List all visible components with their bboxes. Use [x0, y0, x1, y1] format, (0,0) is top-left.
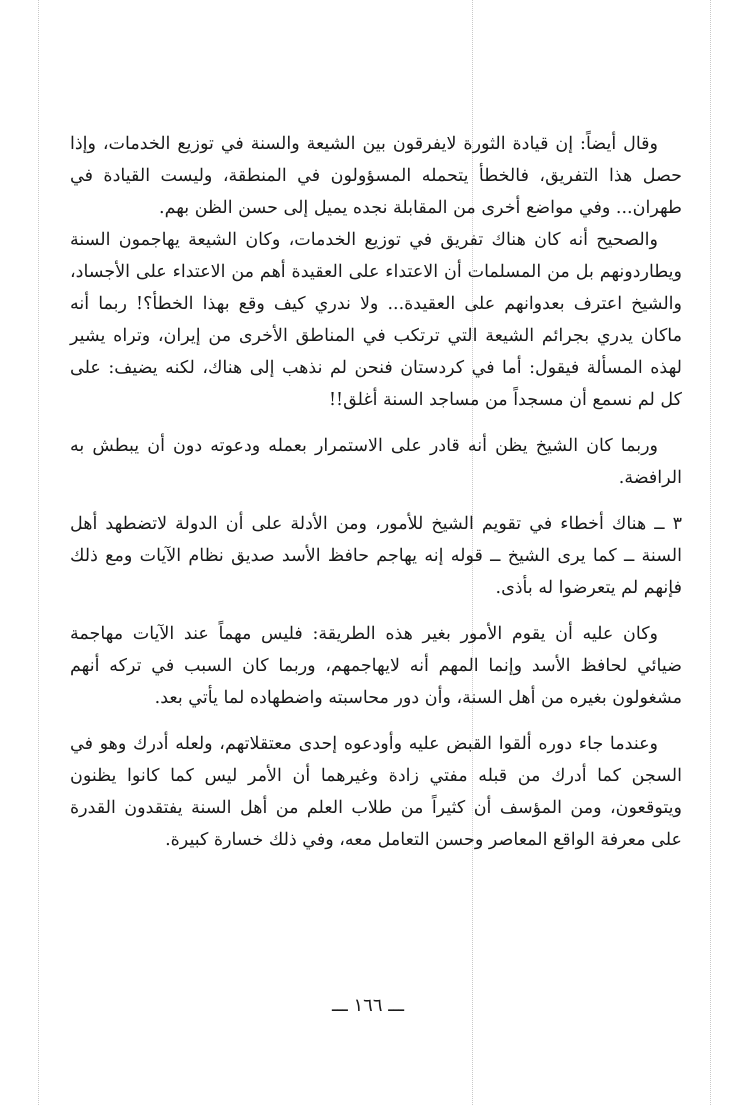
paragraph-3: وربما كان الشيخ يظن أنه قادر على الاستمرار بعمله ودعوته دون أن يبطش به الرافضة.: [70, 436, 682, 488]
paragraph-gap: [70, 416, 682, 430]
paragraph-gap: [70, 714, 682, 728]
paragraph-5: وكان عليه أن يقوم الأمور بغير هذه الطريقة: فليس مهماً عند الآيات مهاجمة ضيائي لحافظ الأسد وإنما المهم أنه لايهاجمهم، وربما كان السبب في تركه أنهم مشغولون بغيره من أهل السنة، وأن دور محاسبته واضطهاده لما يأتي بعد.: [70, 624, 682, 708]
paragraph-2: والصحيح أنه كان هناك تفريق في توزيع الخدمات، وكان الشيعة يهاجمون السنة ويطاردونهم بل من المسلمات أن الاعتداء على العقيدة أهم من الاعتداء على الأجساد، والشيخ اعترف بعدوانهم على العقيدة... ولا ندري كيف وقع بهذا الخطأ؟! ربما أنه ماكان يدري بجرائم الشيعة التي ترتكب في المناطق الأخرى من إيران، وتراه يشير لهذه المسألة فيقول: أما في كردستان فنحن لم نذهب إلى هناك، لكنه يضيف: على كل لم نسمع أن مسجداً من مساجد السنة أغلق!!: [70, 230, 682, 410]
paragraph-4: ٣ ــ هناك أخطاء في تقويم الشيخ للأمور، ومن الأدلة على أن الدولة لاتضطهد أهل السنة ــ كما يرى الشيخ ــ قوله إنه يهاجم حافظ الأسد صديق نظام الآيات ومع ذلك فإنهم لم يتعرضوا له بأذى.: [70, 514, 682, 598]
margin-guide-left: [38, 0, 39, 1105]
paragraph-gap: [70, 604, 682, 618]
paragraph-gap: [70, 494, 682, 508]
paragraph-1: وقال أيضاً: إن قيادة الثورة لايفرقون بين الشيعة والسنة في توزيع الخدمات، وإذا حصل هذا التفريق، فالخطأ يتحمله المسؤولون في المنطقة، وليست القيادة في طهران... وفي مواضع أخرى من المقابلة نجده يميل إلى حسن الظن بهم.: [70, 134, 682, 218]
page-body: [70, 128, 682, 856]
page-number: ـــ ١٦٦ ـــ: [331, 995, 405, 1016]
margin-guide-right: [710, 0, 711, 1105]
paragraph-6: وعندما جاء دوره ألقوا القبض عليه وأودعوه إحدى معتقلاتهم، ولعله أدرك وهو في السجن كما أدرك من قبله مفتي زادة وغيرهما أن الأمر ليس كما كانوا يظنون ويتوقعون، ومن المؤسف أن كثيراً من طلاب العلم من أهل السنة يفتقدون القدرة على معرفة الواقع المعاصر وحسن التعامل معه، وفي ذلك خسارة كبيرة.: [70, 734, 682, 850]
